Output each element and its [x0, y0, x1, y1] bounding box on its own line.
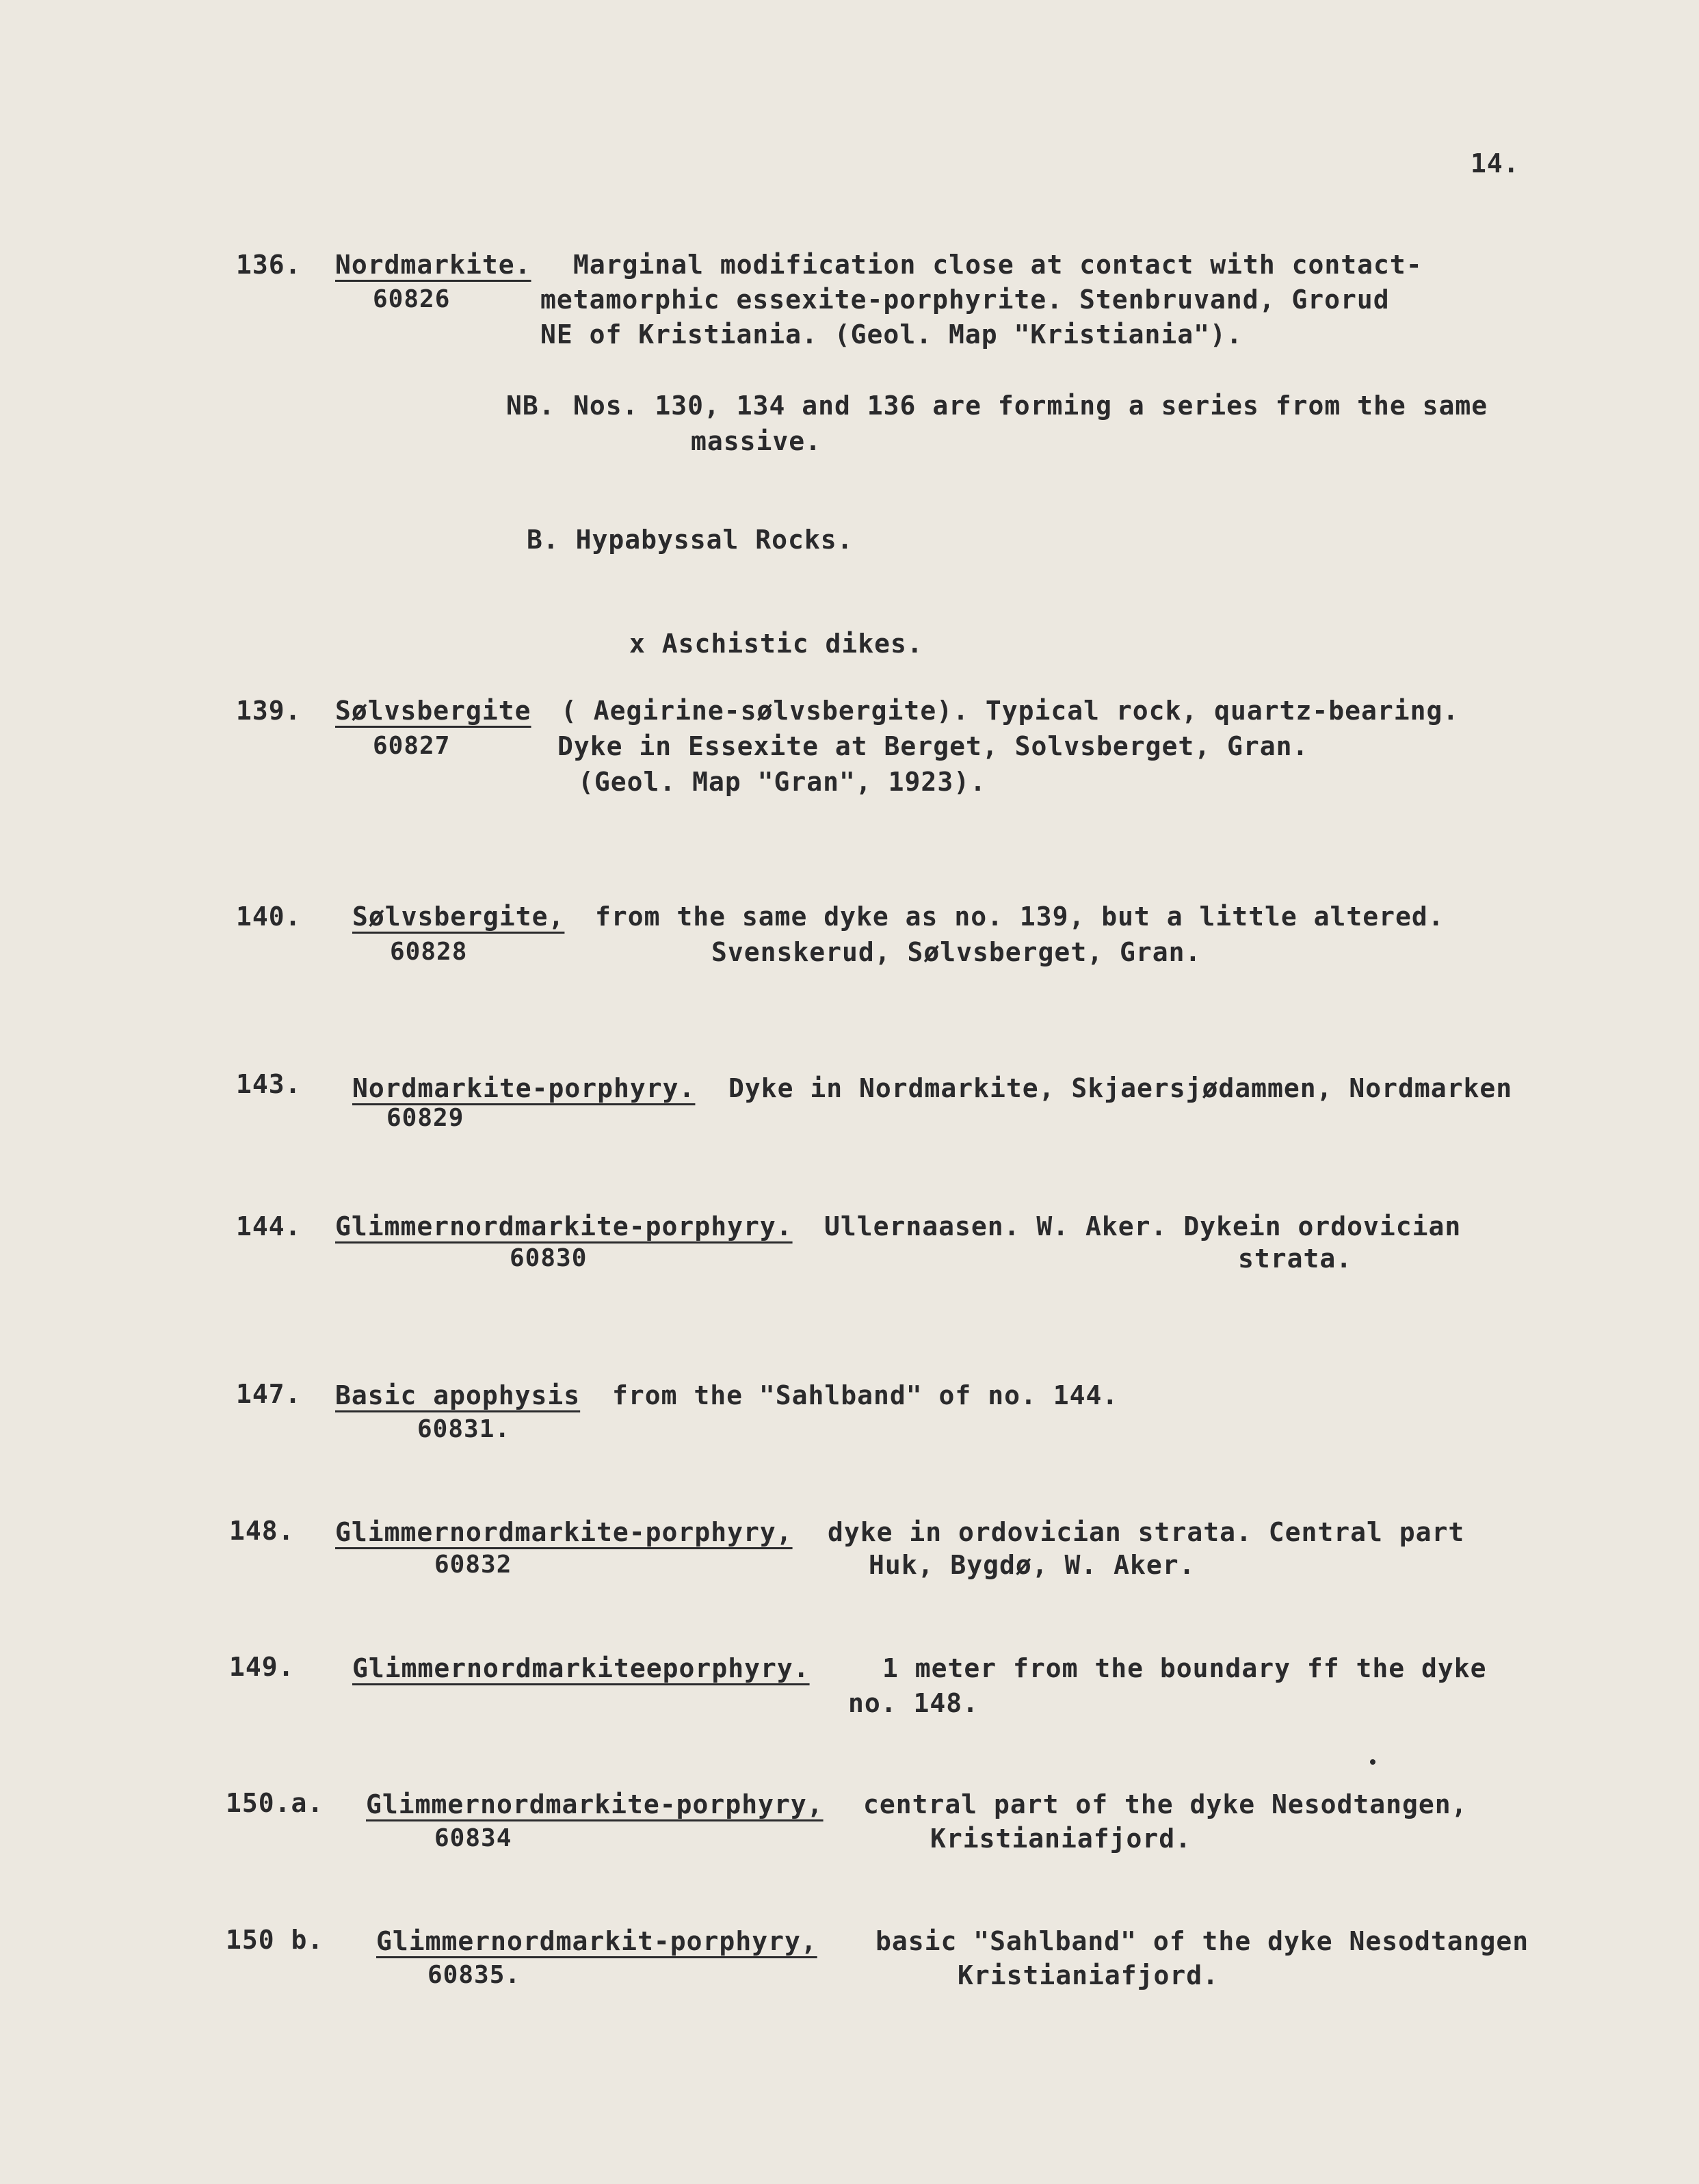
catalog-number: 60830: [510, 1244, 588, 1272]
entry-line: metamorphic essexite-porphyrite. Stenbruvand, Grorud: [540, 285, 1390, 315]
entry-line: Svenskerud, Sølvsberget, Gran.: [711, 937, 1202, 967]
entry-line: no. 148.: [848, 1688, 979, 1718]
note-label: NB.: [506, 391, 555, 421]
rock-name: Glimmernordmarkiteeporphyry.: [352, 1653, 810, 1683]
entry-number: 140.: [236, 902, 302, 932]
entry-number: 144.: [236, 1211, 302, 1241]
entry-line: dyke in ordovician strata. Central part: [828, 1517, 1465, 1547]
entry-number: 150.a.: [226, 1788, 324, 1818]
catalog-number: 60835.: [427, 1961, 521, 1989]
rock-name: Basic apophysis: [335, 1380, 581, 1410]
entry-line: NE of Kristiania. (Geol. Map "Kristiania").: [540, 319, 1243, 350]
catalog-number: 60828: [390, 938, 468, 966]
section-heading: B. Hypabyssal Rocks.: [527, 525, 854, 555]
entry-line: Kristianiafjord.: [958, 1960, 1220, 1990]
entry-line: 1 meter from the boundary ff the dyke: [882, 1653, 1487, 1683]
rock-name: Nordmarkite-porphyry.: [352, 1073, 696, 1103]
entry-line: Marginal modification close at contact with contact-: [573, 250, 1423, 280]
note-line: massive.: [691, 426, 822, 456]
rock-name: Glimmernordmarkite-porphyry,: [335, 1517, 793, 1547]
entry-line: from the same dyke as no. 139, but a little altered.: [595, 902, 1445, 932]
rock-name: Glimmernordmarkite-porphyry,: [366, 1789, 824, 1819]
entry-number: 143.: [236, 1069, 302, 1099]
entry-line: Huk, Bygdø, W. Aker.: [869, 1550, 1196, 1580]
entry-line: Ullernaasen. W. Aker. Dykein ordovician: [824, 1211, 1462, 1241]
rock-name: Sølvsbergite,: [352, 902, 565, 932]
rock-name: Nordmarkite.: [335, 250, 531, 280]
rock-name: Glimmernordmarkit-porphyry,: [376, 1926, 817, 1956]
entry-line: ( Aegirine-sølvsbergite). Typical rock, quartz-bearing.: [561, 696, 1460, 726]
note-line: Nos. 130, 134 and 136 are forming a series from the same: [573, 391, 1488, 421]
entry-number: 148.: [229, 1516, 295, 1546]
entry-line: strata.: [1238, 1244, 1353, 1274]
rock-name: Glimmernordmarkite-porphyry.: [335, 1211, 793, 1241]
catalog-number: 60829: [386, 1104, 464, 1132]
entry-number: 149.: [229, 1652, 295, 1682]
entry-line: (Geol. Map "Gran", 1923).: [578, 767, 986, 797]
catalog-number: 60832: [434, 1551, 512, 1579]
entry-line: central part of the dyke Nesodtangen,: [863, 1789, 1468, 1819]
entry-number: 147.: [236, 1379, 302, 1409]
entry-line: from the "Sahlband" of no. 144.: [612, 1380, 1119, 1410]
catalog-number: 60831.: [417, 1415, 511, 1443]
entry-number: 150 b.: [226, 1925, 324, 1955]
entry-line: Dyke in Nordmarkite, Skjaersjødammen, Nordmarken: [728, 1073, 1513, 1103]
catalog-number: 60826: [373, 285, 451, 313]
ink-speck: [1370, 1759, 1375, 1765]
catalog-number: 60827: [373, 732, 451, 760]
subsection-heading: x Aschistic dikes.: [629, 629, 923, 659]
rock-name: Sølvsbergite: [335, 696, 531, 726]
catalog-number: 60834: [434, 1824, 512, 1852]
entry-line: Dyke in Essexite at Berget, Solvsberget, Gran.: [557, 731, 1309, 761]
entry-number: 139.: [236, 696, 302, 726]
entry-line: basic "Sahlband" of the dyke Nesodtangen: [875, 1926, 1529, 1956]
entry-line: Kristianiafjord.: [930, 1824, 1192, 1854]
entry-number: 136.: [236, 250, 302, 280]
page-number: 14.: [1471, 148, 1520, 179]
